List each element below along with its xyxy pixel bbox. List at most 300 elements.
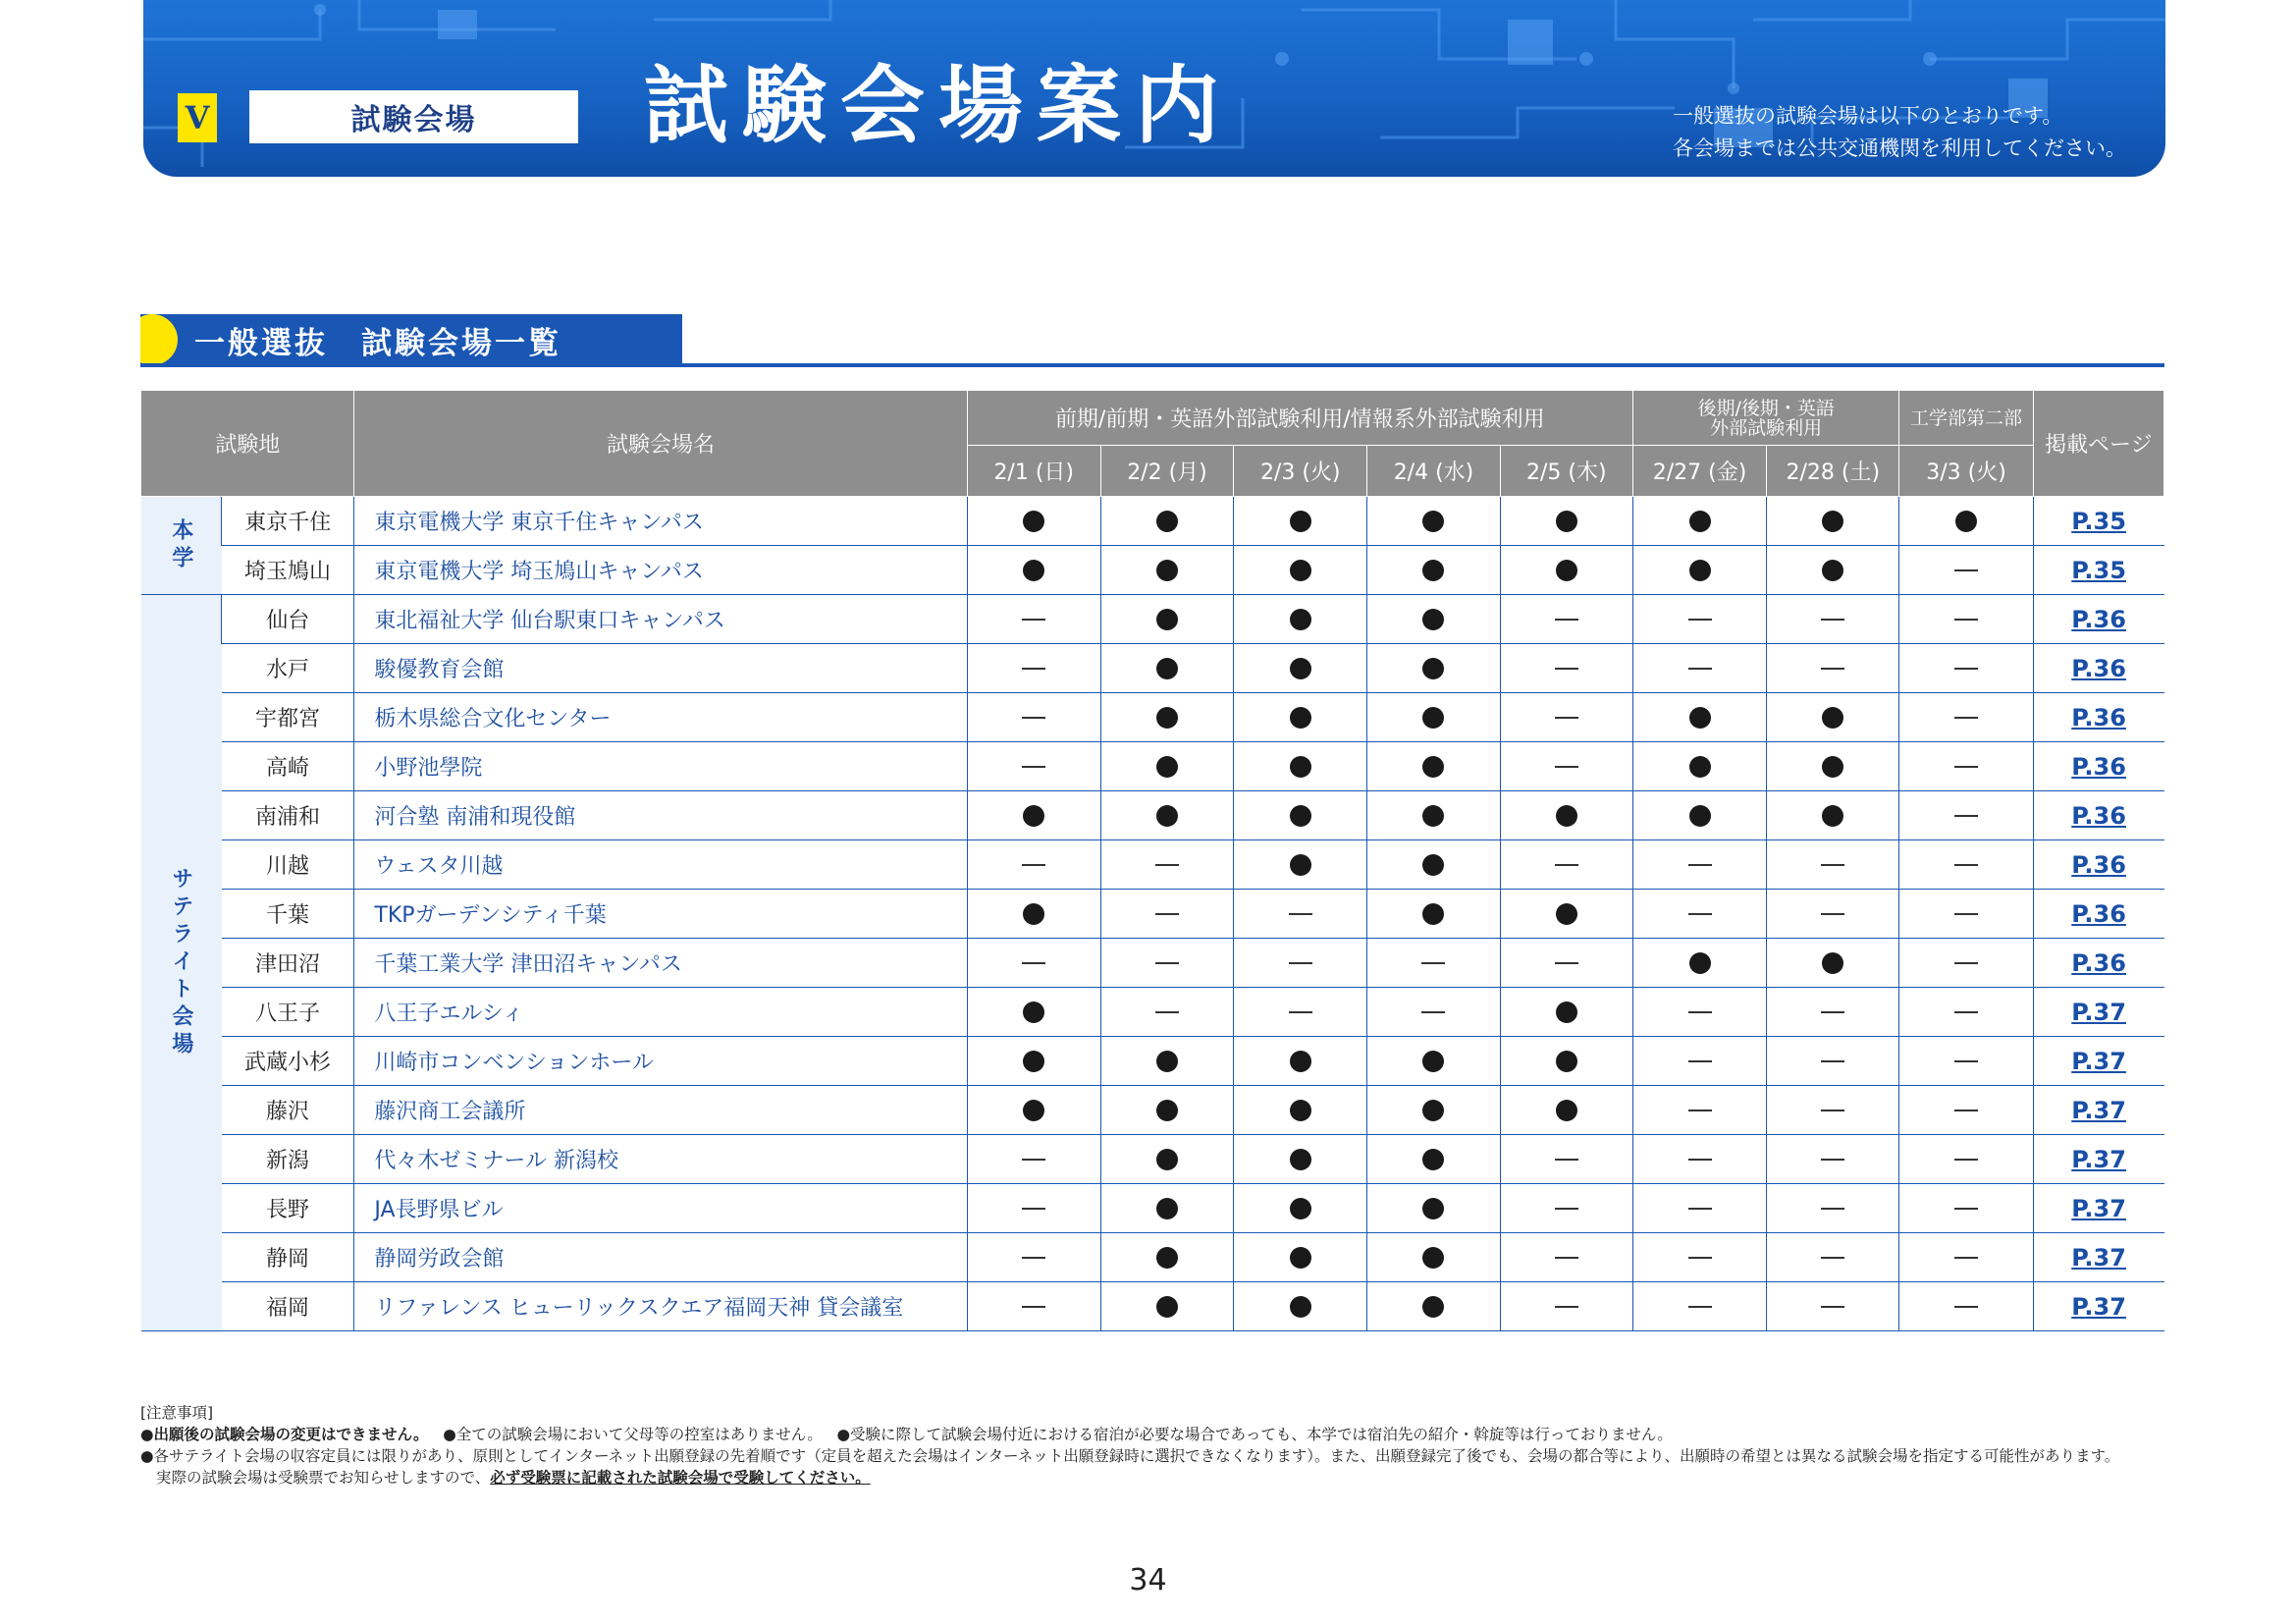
availability-cell [1899,595,2033,644]
availability-cell [1767,890,1899,939]
unavailable-dash-icon [1954,1306,1978,1308]
header-date: 2/4 (水) [1367,446,1500,497]
available-dot-icon [1156,1296,1178,1318]
location-cell: 宇都宮 [222,693,354,742]
availability-cell [1767,939,1899,988]
availability-cell [1500,1037,1632,1086]
page-ref-cell [2033,1233,2163,1282]
availability-cell [1100,595,1233,644]
unavailable-dash-icon [1421,962,1445,964]
available-dot-icon [1156,511,1178,532]
location-cell: 藤沢 [222,1086,354,1135]
page-title: 試験会場案内 [644,57,1233,155]
unavailable-dash-icon [1555,1306,1578,1308]
yellow-half-circle-icon [127,314,178,365]
unavailable-dash-icon [1688,1159,1712,1161]
header-date: 3/3 (火) [1899,446,2033,497]
header-group-late [1632,391,1899,446]
availability-cell [1100,1282,1233,1331]
unavailable-dash-icon [1155,1011,1179,1013]
availability-cell [1632,595,1766,644]
available-dot-icon [1290,560,1311,581]
venue-name-cell: 栃木県総合文化センター [354,693,967,742]
availability-cell [1100,546,1233,595]
available-dot-icon [1290,805,1311,827]
unavailable-dash-icon [1289,913,1312,915]
table-row [141,988,2164,1037]
availability-cell [1100,840,1233,890]
page-ref-cell [2033,1086,2163,1135]
header-date: 2/28 (土) [1767,446,1899,497]
section-subheading [140,314,682,365]
table-row [141,742,2164,791]
unavailable-dash-icon [1821,1159,1844,1161]
unavailable-dash-icon [1289,962,1312,964]
page-ref-cell [2033,1184,2163,1233]
page-ref-link[interactable]: P.36 [2071,752,2126,781]
availability-cell [1234,1135,1367,1184]
header-date: 2/5 (木) [1500,446,1632,497]
available-dot-icon [1422,1051,1444,1072]
available-dot-icon [1023,560,1044,581]
available-dot-icon [1023,903,1044,925]
location-cell: 南浦和 [222,791,354,840]
banner-note-line1: 一般選抜の試験会場は以下のとおりです。 [1673,104,2063,128]
page-ref-link[interactable]: P.37 [2071,1096,2126,1124]
notes-line1-b: ●受験に際して試験会場付近における宿泊が必要な場合であっても、本学では宿泊先の紹介・斡旋等は行っておりません。 [836,1426,1673,1443]
available-dot-icon [1290,1149,1311,1170]
unavailable-dash-icon [1954,766,1978,768]
unavailable-dash-icon [1954,1159,1978,1161]
header-group-late-line1: 後期/後期・英語 [1697,397,1835,419]
unavailable-dash-icon [1555,619,1578,621]
location-cell: 水戸 [222,644,354,693]
venue-name-cell: 八王子エルシィ [354,988,967,1037]
unavailable-dash-icon [1155,962,1179,964]
unavailable-dash-icon [1954,864,1978,866]
notes-line1-a: ●全ての試験会場において父母等の控室はありません。 [443,1426,823,1443]
header-venue: 試験会場名 [354,391,967,497]
available-dot-icon [1556,560,1577,581]
page-ref-cell [2033,742,2163,791]
table-row [141,1282,2164,1331]
venue-name-cell: 小野池學院 [354,742,967,791]
page-ref-link[interactable]: P.37 [2071,1243,2126,1272]
availability-cell [1367,890,1500,939]
unavailable-dash-icon [1688,1257,1712,1259]
unavailable-dash-icon [1555,1257,1578,1259]
unavailable-dash-icon [1289,1011,1312,1013]
availability-cell [1234,1233,1367,1282]
page-ref-cell [2033,546,2163,595]
venue-table [140,390,2164,1331]
available-dot-icon [1156,756,1178,778]
available-dot-icon [1290,1051,1311,1072]
table-row [141,791,2164,840]
venue-name-cell: 東京電機大学 東京千住キャンパス [354,497,967,546]
location-cell: 川越 [222,840,354,890]
availability-cell [1500,890,1632,939]
page-ref-cell [2033,595,2163,644]
available-dot-icon [1290,1296,1311,1318]
unavailable-dash-icon [1954,1060,1978,1062]
unavailable-dash-icon [1954,1110,1978,1111]
page-ref-cell [2033,988,2163,1037]
available-dot-icon [1822,952,1843,974]
available-dot-icon [1422,805,1444,827]
availability-cell [1234,791,1367,840]
header-group-late-line2: 外部試験利用 [1710,416,1823,439]
unavailable-dash-icon [1555,717,1578,719]
page-ref-link[interactable]: P.36 [2071,703,2126,731]
unavailable-dash-icon [1688,1208,1712,1210]
unavailable-dash-icon [1821,913,1844,915]
availability-cell [1899,1233,2033,1282]
location-cell: 東京千住 [222,497,354,546]
availability-cell [1234,742,1367,791]
unavailable-dash-icon [1688,1011,1712,1013]
page-ref-link[interactable]: P.35 [2071,556,2126,584]
available-dot-icon [1290,1247,1311,1269]
available-dot-icon [1422,609,1444,630]
table-row [141,890,2164,939]
venue-name-cell: ウェスタ川越 [354,840,967,890]
available-dot-icon [1422,756,1444,778]
availability-cell [1367,840,1500,890]
unavailable-dash-icon [1954,619,1978,621]
availability-cell [1367,546,1500,595]
venue-name-cell: 東京電機大学 埼玉鳩山キャンパス [354,546,967,595]
available-dot-icon [1156,1198,1178,1219]
availability-cell [967,939,1100,988]
table-row [141,1086,2164,1135]
unavailable-dash-icon [1688,913,1712,915]
availability-cell [1100,693,1233,742]
unavailable-dash-icon [1954,668,1978,670]
availability-cell [967,693,1100,742]
available-dot-icon [1689,707,1711,729]
unavailable-dash-icon [1421,1011,1445,1013]
page-ref-link[interactable]: P.36 [2071,801,2126,830]
location-cell: 津田沼 [222,939,354,988]
unavailable-dash-icon [1688,1306,1712,1308]
available-dot-icon [1290,511,1311,532]
unavailable-dash-icon [1821,619,1844,621]
availability-cell [1632,742,1766,791]
unavailable-dash-icon [1022,1306,1045,1308]
table-row [141,1037,2164,1086]
page-ref-link[interactable]: P.36 [2071,948,2126,977]
availability-cell [967,1282,1100,1331]
availability-cell [1234,840,1367,890]
available-dot-icon [1422,1100,1444,1121]
unavailable-dash-icon [1821,1060,1844,1062]
available-dot-icon [1422,511,1444,532]
available-dot-icon [1422,1296,1444,1318]
unavailable-dash-icon [1954,962,1978,964]
availability-cell [1899,1135,2033,1184]
availability-cell [1100,1037,1233,1086]
availability-cell [1632,1037,1766,1086]
availability-cell [1100,742,1233,791]
unavailable-dash-icon [1821,1208,1844,1210]
available-dot-icon [1023,805,1044,827]
available-dot-icon [1156,805,1178,827]
availability-cell [1899,988,2033,1037]
page-ref-link[interactable]: P.37 [2071,1145,2126,1173]
location-cell: 福岡 [222,1282,354,1331]
banner-note-line2: 各会場までは公共交通機関を利用してください。 [1673,136,2126,160]
available-dot-icon [1556,1051,1577,1072]
availability-cell [1234,693,1367,742]
availability-cell [1767,840,1899,890]
page-ref-link[interactable]: P.37 [2071,1292,2126,1321]
available-dot-icon [1422,658,1444,679]
availability-cell [1367,1282,1500,1331]
table-row [141,1233,2164,1282]
unavailable-dash-icon [1022,864,1045,866]
availability-cell [1500,939,1632,988]
availability-cell [1500,497,1632,546]
unavailable-dash-icon [1954,717,1978,719]
availability-cell [967,840,1100,890]
availability-cell [1367,1037,1500,1086]
availability-cell [1500,1135,1632,1184]
venue-name-cell: 千葉工業大学 津田沼キャンパス [354,939,967,988]
availability-cell [967,546,1100,595]
unavailable-dash-icon [1022,1257,1045,1259]
page-ref-link[interactable]: P.36 [2071,850,2126,879]
available-dot-icon [1290,1198,1311,1219]
page-ref-cell [2033,693,2163,742]
page-ref-link[interactable]: P.36 [2071,899,2126,928]
availability-cell [1367,693,1500,742]
header-date: 2/27 (金) [1632,446,1766,497]
available-dot-icon [1290,1100,1311,1121]
available-dot-icon [1023,1051,1044,1072]
availability-cell [1100,791,1233,840]
available-dot-icon [1422,1247,1444,1269]
availability-cell [1767,1037,1899,1086]
availability-cell [967,1135,1100,1184]
availability-cell [1767,988,1899,1037]
unavailable-dash-icon [1821,1306,1844,1308]
location-cell: 千葉 [222,890,354,939]
notes-line3-a: 実際の試験会場は受験票でお知らせしますので、 [156,1469,491,1487]
unavailable-dash-icon [1022,766,1045,768]
availability-cell [1632,1135,1766,1184]
availability-cell [1632,791,1766,840]
availability-cell [967,497,1100,546]
page-ref-link[interactable]: P.37 [2071,1194,2126,1222]
availability-cell [1632,546,1766,595]
page-ref-link[interactable]: P.36 [2071,654,2126,682]
availability-cell [1767,1282,1899,1331]
page-ref-link[interactable]: P.37 [2071,1047,2126,1075]
page-ref-cell [2033,1135,2163,1184]
availability-cell [1100,1086,1233,1135]
availability-cell [1767,1086,1899,1135]
availability-cell [1500,1282,1632,1331]
unavailable-dash-icon [1555,1159,1578,1161]
availability-cell [1500,1086,1632,1135]
page-ref-cell [2033,840,2163,890]
unavailable-dash-icon [1688,1060,1712,1062]
page-number: 34 [1129,1563,1167,1597]
available-dot-icon [1689,952,1711,974]
availability-cell [1500,546,1632,595]
available-dot-icon [1822,805,1843,827]
header-group-eng2: 工学部第二部 [1899,391,2033,446]
availability-cell [1899,1086,2033,1135]
header-date: 2/1 (日) [967,446,1100,497]
availability-cell [1500,693,1632,742]
availability-cell [1632,1086,1766,1135]
availability-cell [1234,1184,1367,1233]
availability-cell [1100,1135,1233,1184]
available-dot-icon [1955,511,1977,532]
available-dot-icon [1023,1001,1044,1023]
unavailable-dash-icon [1954,1011,1978,1013]
unavailable-dash-icon [1954,1208,1978,1210]
availability-cell [1100,1184,1233,1233]
availability-cell [1500,742,1632,791]
available-dot-icon [1290,707,1311,729]
page-ref-cell [2033,939,2163,988]
available-dot-icon [1422,560,1444,581]
availability-cell [1234,644,1367,693]
available-dot-icon [1556,805,1577,827]
availability-cell [967,1037,1100,1086]
unavailable-dash-icon [1555,864,1578,866]
page-ref-link[interactable]: P.37 [2071,998,2126,1026]
availability-cell [967,1184,1100,1233]
available-dot-icon [1822,756,1843,778]
notes-section [140,1402,2164,1489]
availability-cell [967,595,1100,644]
page-ref-link[interactable]: P.36 [2071,605,2126,633]
availability-cell [1367,742,1500,791]
availability-cell [967,988,1100,1037]
venue-name-cell: 河合塾 南浦和現役館 [354,791,967,840]
availability-cell [1899,1184,2033,1233]
available-dot-icon [1156,609,1178,630]
available-dot-icon [1689,560,1711,581]
availability-cell [1234,890,1367,939]
availability-cell [1100,644,1233,693]
unavailable-dash-icon [1688,864,1712,866]
availability-cell [1500,840,1632,890]
availability-cell [1234,1037,1367,1086]
availability-cell [1899,939,2033,988]
location-cell: 新潟 [222,1135,354,1184]
availability-cell [1367,1184,1500,1233]
available-dot-icon [1156,1051,1178,1072]
available-dot-icon [1422,1149,1444,1170]
unavailable-dash-icon [1155,864,1179,866]
venue-name-cell: 東北福祉大学 仙台駅東口キャンパス [354,595,967,644]
available-dot-icon [1556,1001,1577,1023]
unavailable-dash-icon [1821,1110,1844,1111]
available-dot-icon [1290,756,1311,778]
location-cell: 埼玉鳩山 [222,546,354,595]
available-dot-icon [1689,805,1711,827]
unavailable-dash-icon [1555,766,1578,768]
availability-cell [1500,988,1632,1037]
unavailable-dash-icon [1022,717,1045,719]
section-label: 試験会場 [249,90,578,143]
availability-cell [1899,1282,2033,1331]
available-dot-icon [1156,1247,1178,1269]
available-dot-icon [1290,658,1311,679]
availability-cell [1100,1233,1233,1282]
table-row [141,546,2164,595]
unavailable-dash-icon [1022,1208,1045,1210]
availability-cell [1767,693,1899,742]
availability-cell [1767,1184,1899,1233]
unavailable-dash-icon [1821,1011,1844,1013]
group-label-satellite: サテライト会場 [141,595,222,1331]
availability-cell [1500,644,1632,693]
page-ref-cell [2033,791,2163,840]
availability-cell [1367,1135,1500,1184]
available-dot-icon [1156,707,1178,729]
unavailable-dash-icon [1954,569,1978,571]
table-row [141,840,2164,890]
unavailable-dash-icon [1688,1110,1712,1111]
available-dot-icon [1290,854,1311,876]
available-dot-icon [1556,903,1577,925]
venue-name-cell: リファレンス ヒューリックスクエア福岡天神 貸会議室 [354,1282,967,1331]
venue-name-cell: 駿優教育会館 [354,644,967,693]
subheading-text: 一般選抜 試験会場一覧 [194,325,561,361]
page-ref-cell [2033,1037,2163,1086]
location-cell: 静岡 [222,1233,354,1282]
table-row [141,1184,2164,1233]
available-dot-icon [1556,1100,1577,1121]
unavailable-dash-icon [1954,913,1978,915]
unavailable-dash-icon [1954,815,1978,817]
available-dot-icon [1422,1198,1444,1219]
page-ref-cell [2033,497,2163,546]
availability-cell [1767,1135,1899,1184]
location-cell: 武蔵小杉 [222,1037,354,1086]
availability-cell [967,644,1100,693]
available-dot-icon [1290,609,1311,630]
availability-cell [1234,1086,1367,1135]
availability-cell [1367,595,1500,644]
availability-cell [967,1233,1100,1282]
location-cell: 八王子 [222,988,354,1037]
available-dot-icon [1422,707,1444,729]
available-dot-icon [1822,560,1843,581]
unavailable-dash-icon [1688,668,1712,670]
available-dot-icon [1422,903,1444,925]
notes-line2: ●各サテライト会場の収容定員には限りがあり、原則としてインターネット出願登録の先着順です（定員を超えた会場はインターネット出願登録時に選択できなくなります）。また、出願登録完了後でも、会場の都合等により、出願時の希望とは異なる試験会場を指定する可能性があります。 [140,1447,2120,1465]
unavailable-dash-icon [1688,619,1712,621]
availability-cell [1632,939,1766,988]
unavailable-dash-icon [1022,962,1045,964]
page-ref-cell [2033,644,2163,693]
available-dot-icon [1689,511,1711,532]
availability-cell [1767,546,1899,595]
page-ref-link[interactable]: P.35 [2071,507,2126,535]
availability-cell [1899,791,2033,840]
available-dot-icon [1822,511,1843,532]
availability-cell [1899,693,2033,742]
group-label-main: 本学 [141,497,222,595]
availability-cell [967,742,1100,791]
